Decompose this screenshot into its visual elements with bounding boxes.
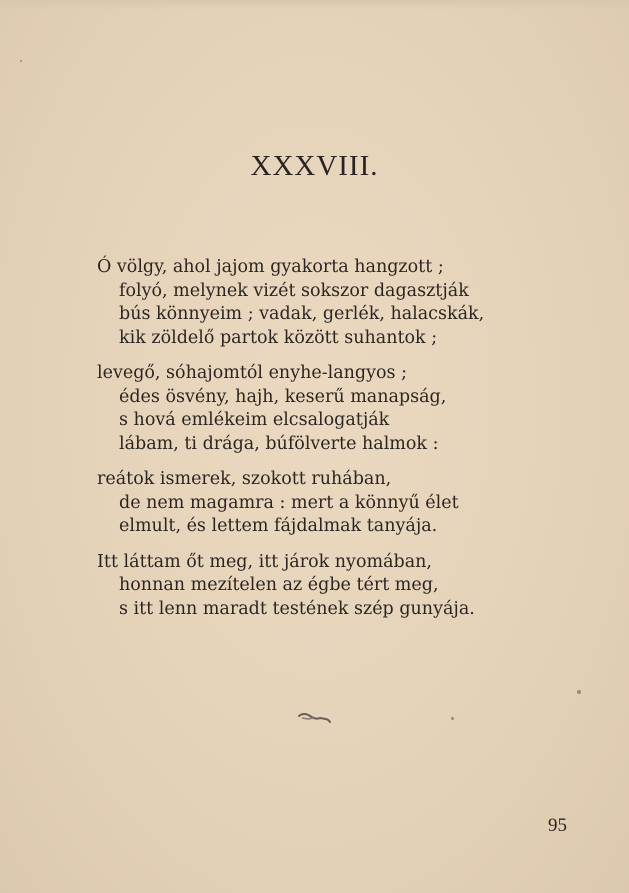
page-number: 95 bbox=[548, 815, 567, 836]
poem-title: XXXVIII. bbox=[250, 150, 379, 182]
poem-line: s itt lenn maradt testének szép gunyája. bbox=[119, 598, 475, 619]
poem-line: levegő, sóhajomtól enyhe-langyos ; bbox=[97, 363, 407, 383]
stanza bbox=[0, 362, 629, 456]
poem-line: s hová emlékeim elcsalogatják bbox=[119, 410, 390, 430]
poem-line: kik zöldelő partok között suhantok ; bbox=[119, 327, 438, 348]
stanza bbox=[0, 551, 629, 622]
ornament-icon bbox=[296, 710, 332, 724]
poem-line: de nem magamra : mert a könnyű élet bbox=[119, 492, 459, 513]
stanza bbox=[0, 256, 629, 350]
poem-line: Ó völgy, ahol jajom gyakorta hangzott ; bbox=[97, 257, 444, 277]
poem-line: édes ösvény, hajh, keserű manapság, bbox=[119, 386, 447, 407]
poem-line: bús könnyeim ; vadak, gerlék, halacskák, bbox=[119, 304, 485, 324]
paper-speck bbox=[20, 60, 22, 62]
poem-body bbox=[0, 256, 629, 633]
poem-line: reátok ismerek, szokott ruhában, bbox=[97, 469, 392, 489]
poem-line: lábam, ti drága, búfölverte halmok : bbox=[119, 433, 439, 454]
page-top-edge bbox=[0, 0, 629, 10]
poem-line: honnan mezítelen az égbe tért meg, bbox=[119, 575, 439, 595]
poem-line: folyó, melynek vizét sokszor dagasztják bbox=[119, 280, 469, 301]
poem-line: elmult, és lettem fájdalmak tanyája. bbox=[119, 516, 438, 536]
poem-line: Itt láttam őt meg, itt járok nyomában, bbox=[97, 551, 432, 572]
stanza bbox=[0, 468, 629, 539]
paper-speck bbox=[451, 717, 454, 720]
paper-speck bbox=[577, 690, 581, 694]
